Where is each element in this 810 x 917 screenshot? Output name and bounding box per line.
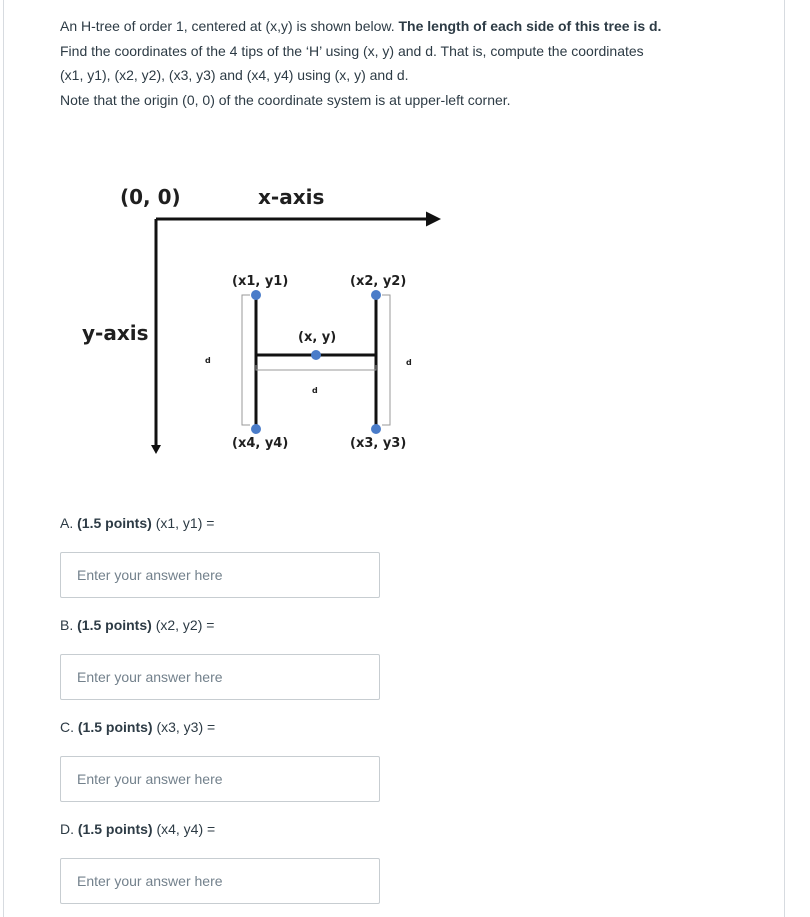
question-prompt [60,14,750,112]
tip3-label: (x3, y3) [350,436,407,451]
tip2-point [371,290,381,300]
question-a-letter: A. [60,515,74,531]
question-b-letter: B. [60,617,74,633]
tip1-point [251,290,261,300]
d-left-label: d [205,356,211,365]
center-point [311,350,321,360]
prompt-line-2: Find the coordinates of the 4 tips of the ‘H’ using (x, y) and d. That is, compute the coordinates [60,42,644,59]
question-a [60,513,380,598]
answer-input-c[interactable] [60,756,380,802]
question-a-points: (1.5 points) [77,515,152,531]
question-a-label [60,513,380,533]
d-bottom-label: d [312,386,318,395]
x-axis-label: x-axis [258,185,325,209]
answer-input-b[interactable] [60,654,380,700]
question-a-expr: (x1, y1) = [155,515,215,531]
tip2-label: (x2, y2) [350,274,407,289]
prompt-line-1 [60,14,750,39]
d-bottom-bracket [256,365,376,370]
prompt-line-4: Note that the origin (0, 0) of the coordinate system is at upper-left corner. [60,91,511,108]
y-axis-arrowhead [151,445,161,454]
h-tree-diagram [60,113,474,481]
origin-label: (0, 0) [120,185,181,209]
question-d-letter: D. [60,821,74,837]
question-b-points: (1.5 points) [77,617,152,633]
question-c-points: (1.5 points) [77,719,153,735]
d-right-label: d [406,358,412,367]
question-b-expr: (x2, y2) = [155,617,215,633]
question-d [60,819,380,904]
question-d-expr: (x4, y4) = [156,821,216,837]
question-d-points: (1.5 points) [77,821,153,837]
h-tree-figure [60,113,474,481]
answer-input-a[interactable] [60,552,380,598]
tip4-label: (x4, y4) [232,436,289,451]
question-d-label [60,819,380,839]
y-axis-label: y-axis [82,321,149,345]
tip1-label: (x1, y1) [232,274,289,289]
question-b [60,615,380,700]
prompt-line-3: (x1, y1), (x2, y2), (x3, y3) and (x4, y4) using (x, y) and d. [60,67,409,83]
question-b-label [60,615,380,635]
answer-input-d[interactable] [60,858,380,904]
tip4-point [251,424,261,434]
tip3-point [371,424,381,434]
center-label: (x, y) [298,330,337,345]
prompt-line-1-bold: The length of each side of this tree is d. [398,18,662,34]
question-c [60,717,380,802]
question-c-expr: (x3, y3) = [156,719,216,735]
question-c-letter: C. [60,719,74,735]
question-c-label [60,717,380,737]
d-left-bracket [242,295,250,425]
prompt-line-1-text: An H-tree of order 1, centered at (x,y) is shown below. [60,18,399,34]
d-right-bracket [382,295,390,425]
